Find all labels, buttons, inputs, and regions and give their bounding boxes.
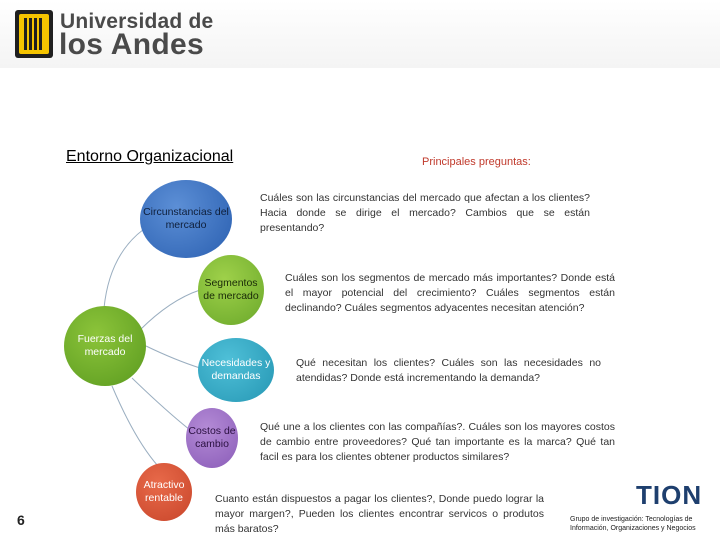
connector-atractivo: [112, 386, 158, 466]
university-name-line2: los Andes: [59, 28, 204, 61]
tion-logo: TION: [636, 480, 703, 510]
node-costos: Costos de cambio: [186, 408, 238, 468]
question-circunstancias: Cuáles son las circunstancias del mercado que afectan a los clientes? Hacia donde se dirige el mercado? Cambios que se están presentando?: [260, 192, 590, 235]
page-number: 6: [17, 512, 25, 528]
node-segmentos: Segmentos de mercado: [198, 255, 264, 325]
question-necesidades: Qué necesitan los clientes? Cuáles son las necesidades no atendidas? Donde está incrementando la demanda?: [296, 357, 601, 385]
node-necesidades: Necesidades y demandas: [198, 338, 274, 402]
connector-circunstancias: [104, 225, 150, 308]
question-atractivo: Cuanto están dispuestos a pagar los clientes?, Donde puedo lograr la mayor margen?, Pueden los clientes encontrar servicos o produtos más baratos?: [215, 493, 544, 536]
university-name-line1: Universidad de: [60, 10, 214, 33]
question-costos: Qué une a los clientes con las compañías?. Cuáles son los mayores costos de cambio entre proveedores? Qué tan importante es la marca? Qué tan facil es para los clientes obtener productos similares?: [260, 421, 615, 464]
node-atractivo: Atractivo rentable: [136, 463, 192, 521]
node-fuerzas-del-mercado: Fuerzas del mercado: [64, 306, 146, 386]
questions-heading: Principales preguntas:: [422, 156, 531, 168]
connector-necesidades: [146, 346, 200, 368]
connector-costos: [132, 378, 190, 430]
connector-segmentos: [140, 290, 200, 330]
question-segmentos: Cuáles son los segmentos de mercado más importantes? Donde está el mayor potencial del crecimiento? Cuáles segmentos están declinando? Cuáles segmentos adyacentes necesitan atención?: [285, 272, 615, 315]
slide-title: Entorno Organizacional: [66, 148, 234, 165]
research-group-label: Grupo de investigación: Tecnologías de Información, Organizaciones y Negocios: [570, 516, 696, 533]
node-circunstancias: Circunstancias del mercado: [140, 180, 232, 258]
